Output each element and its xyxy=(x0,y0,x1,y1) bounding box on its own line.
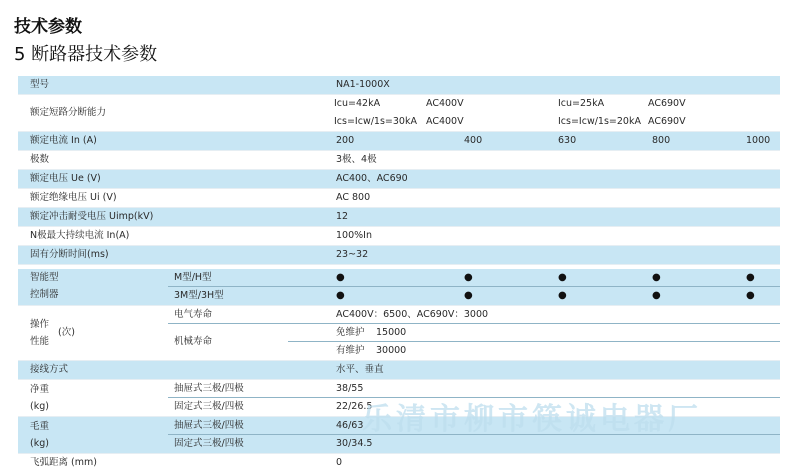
table-row-breaking xyxy=(18,95,780,132)
operation-label: 性能 xyxy=(30,336,50,347)
draw-out-label: 抽屉式三极/四极 xyxy=(174,420,244,431)
net-weight-label: 净重 xyxy=(30,384,50,395)
supported-dot: ● xyxy=(746,290,755,301)
supported-dot: ● xyxy=(336,272,345,283)
ics-400-voltage: AC400V xyxy=(426,116,464,127)
time-value: 23~32 xyxy=(336,249,369,260)
table-row-arc-distance xyxy=(18,454,780,472)
fixed-label: 固定式三极/四极 xyxy=(174,401,244,412)
model-value: NA1-1000X xyxy=(336,79,390,90)
time-label: 固有分断时间(ms) xyxy=(30,249,109,260)
table-row-ui xyxy=(18,189,780,208)
operation-unit: (次) xyxy=(58,327,75,338)
current-value: 800 xyxy=(652,135,671,146)
breaking-label: 额定短路分断能力 xyxy=(30,107,107,118)
ue-value: AC400、AC690 xyxy=(336,173,408,184)
current-value: 400 xyxy=(464,135,483,146)
page-title: 技术参数 xyxy=(14,17,82,37)
maint-label: 有维护 xyxy=(336,345,365,356)
operation-label: 操作 xyxy=(30,319,50,330)
gross-weight-unit: (kg) xyxy=(30,438,49,449)
supported-dot: ● xyxy=(652,272,661,283)
controller-m-label: M型/H型 xyxy=(174,272,212,283)
table-row-n-current xyxy=(18,227,780,246)
table-row-current xyxy=(18,132,780,151)
current-value: 630 xyxy=(558,135,577,146)
ics-690-value: Ics=Icw/1s=20kA xyxy=(558,116,641,127)
arc-value: 0 xyxy=(336,457,343,468)
supported-dot: ● xyxy=(464,290,473,301)
table-row-model xyxy=(18,76,780,95)
icu-400-value: Icu=42kA xyxy=(334,98,381,109)
current-value: 200 xyxy=(336,135,355,146)
elec-life-label: 电气寿命 xyxy=(174,309,213,320)
table-row-break-time xyxy=(18,246,780,265)
table-row-wiring xyxy=(18,361,780,380)
supported-dot: ● xyxy=(652,290,661,301)
ui-value: AC 800 xyxy=(336,192,371,203)
ics-690-voltage: AC690V xyxy=(648,116,686,127)
controller-label: 控制器 xyxy=(30,289,59,300)
poles-value: 3极、4极 xyxy=(336,154,377,165)
icu-400-voltage: AC400V xyxy=(426,98,464,109)
wiring-value: 水平、垂直 xyxy=(336,364,384,375)
watermark: 乐清市柳市筷诚电器厂 xyxy=(362,402,702,437)
maint-free-value: 15000 xyxy=(376,327,407,338)
net-weight-unit: (kg) xyxy=(30,401,49,412)
table-row-controller xyxy=(18,265,780,306)
uimp-value: 12 xyxy=(336,211,349,222)
supported-dot: ● xyxy=(746,272,755,283)
model-label: 型号 xyxy=(30,79,50,90)
controller-3m-label: 3M型/3H型 xyxy=(174,290,224,301)
gross-fixed-value: 30/34.5 xyxy=(336,438,373,449)
uimp-label: 额定冲击耐受电压 Uimp(kV) xyxy=(30,211,154,222)
supported-dot: ● xyxy=(558,272,567,283)
current-value: 1000 xyxy=(746,135,771,146)
n-value: 100%In xyxy=(336,230,372,241)
mech-life-label: 机械寿命 xyxy=(174,336,213,347)
arc-label: 飞弧距离 (mm) xyxy=(30,457,97,468)
current-label: 额定电流 In (A) xyxy=(30,135,97,146)
supported-dot: ● xyxy=(464,272,473,283)
supported-dot: ● xyxy=(558,290,567,301)
table-row-uimp xyxy=(18,208,780,227)
table-row-ue xyxy=(18,170,780,189)
n-label: N极最大持续电流 In(A) xyxy=(30,230,130,241)
controller-label: 智能型 xyxy=(30,272,59,283)
maint-value: 30000 xyxy=(376,345,407,356)
maint-free-label: 免维护 xyxy=(336,327,365,338)
net-draw-value: 38/55 xyxy=(336,383,364,394)
net-fixed-value: 22/26.5 xyxy=(336,401,373,412)
icu-690-value: Icu=25kA xyxy=(558,98,605,109)
section-title: 5 断路器技术参数 xyxy=(14,44,158,65)
draw-out-label: 抽屉式三极/四极 xyxy=(174,383,244,394)
icu-690-voltage: AC690V xyxy=(648,98,686,109)
gross-draw-value: 46/63 xyxy=(336,420,364,431)
fixed-label: 固定式三极/四极 xyxy=(174,438,244,449)
gross-weight-label: 毛重 xyxy=(30,421,50,432)
wiring-label: 接线方式 xyxy=(30,364,69,375)
ui-label: 额定绝缘电压 Ui (V) xyxy=(30,192,117,203)
table-row-operation xyxy=(18,306,780,361)
table-row-poles xyxy=(18,151,780,170)
ue-label: 额定电压 Ue (V) xyxy=(30,173,101,184)
elec-life-value: AC400V：6500、AC690V：3000 xyxy=(336,309,489,320)
ics-400-value: Ics=Icw/1s=30kA xyxy=(334,116,417,127)
poles-label: 极数 xyxy=(30,154,50,165)
supported-dot: ● xyxy=(336,290,345,301)
